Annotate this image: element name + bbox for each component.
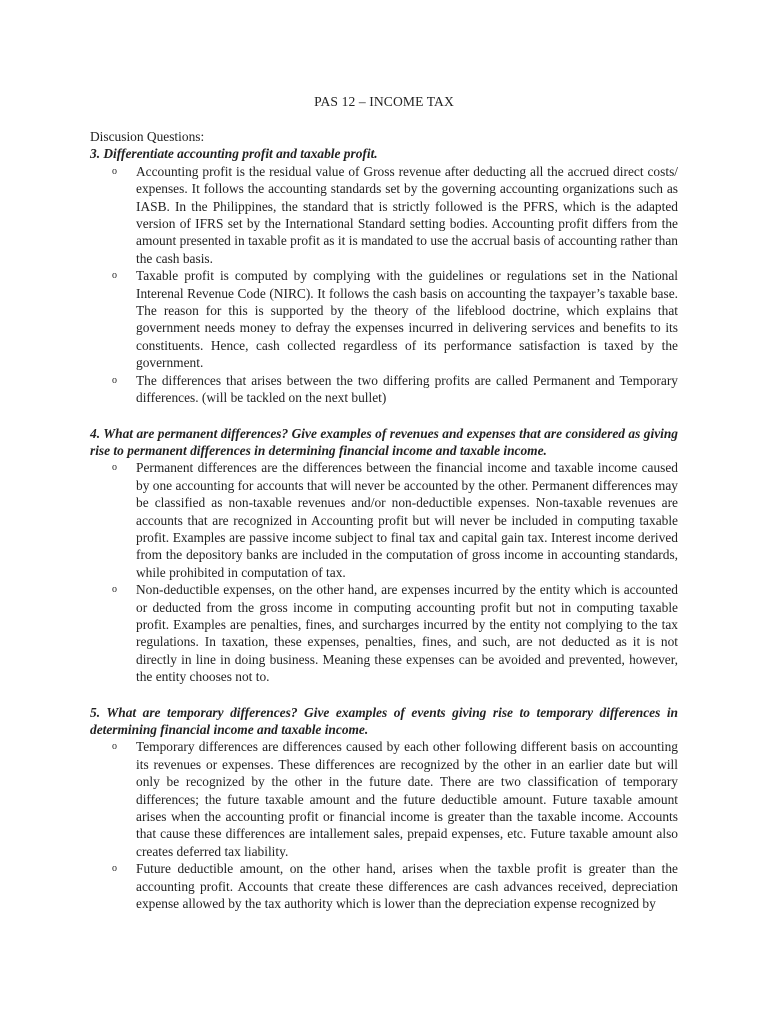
question-heading: 3. Differentiate accounting profit and taxable profit. — [90, 146, 378, 162]
bullet-text: Temporary differences are differences caused by each other following different basis on accounting its revenues or expenses. These differences are recognized by the other in an earlier date but will only be recognized by the other in the future date. There are two classification of temporary differences; the future taxable amount and the future deductible amount. Future taxable amount arises when the accounting profit or financial income is greater than the taxable income. Accounts that cause these differences are intallement sales, prepaid expenses, etc. Future taxable amount also creates deferred tax liability. — [136, 739, 678, 859]
hollow-bullet-icon: o — [112, 270, 117, 282]
hollow-bullet-icon: o — [112, 863, 117, 875]
question-section-4 — [90, 425, 678, 686]
hollow-bullet-icon: o — [112, 462, 117, 474]
question-heading: 4. What are permanent differences? Give examples of revenues and expenses that are considered as giving rise to permanent differences in determining financial income and taxable income. — [90, 425, 678, 458]
hollow-bullet-icon: o — [112, 374, 117, 386]
bullet-text: Non-deductible expenses, on the other hand, are expenses incurred by the entity which is accounted or deducted from the gross income in computing accounting profit but not in computing taxable profit. Examples are penalties, fines, and surcharges incurred by the entity not complying to the tax regulations. In taxation, these expenses, penalties, fines, and such, are not deducted as it is not directly in line in doing business. Meaning these expenses can be avoided and prevented, however, the entity chooses not to. — [136, 582, 678, 685]
bullet-text: The differences that arises between the two differing profits are called Permanent and Temporary differences. (will be tackled on the next bullet) — [136, 372, 678, 406]
bullet-text: Permanent differences are the differences between the financial income and taxable income caused by one accounting for accounts that will never be accounted by the other. Permanent differences may be classified as non-taxable revenues and/or non-deductible expenses. Non-taxable revenues are accounts that are recognized in Accounting profit but will never be included in computing taxable profit. Examples are passive income subject to final tax and capital gain tax. Interest income derived from the depository banks are included in the computation of gross income in accounting standards, while prohibited in computation of tax. — [136, 460, 678, 580]
document-body — [90, 128, 678, 912]
question-section-3 — [90, 145, 678, 406]
hollow-bullet-icon: o — [112, 741, 117, 753]
list-item — [112, 372, 678, 407]
intro-label: Discusion Questions: — [90, 129, 205, 144]
question-heading: 5. What are temporary differences? Give examples of events giving rise to temporary differences in determining financial income and taxable income. — [90, 704, 678, 737]
list-item — [112, 163, 678, 267]
list-item — [112, 860, 678, 912]
list-item — [112, 267, 678, 371]
list-item — [112, 459, 678, 581]
question-section-5 — [90, 704, 678, 913]
bullet-text: Accounting profit is the residual value of Gross revenue after deducting all the accrued direct costs/ expenses. It follows the accounting standards set by the governing accounting organizations such as IASB. In the Philippines, the standard that is strictly followed is the PFRS, which is the adapted version of IFRS set by the International Standard setting bodies. Accounting profit differs from the amount presented in taxable profit as it is mandated to use the accrual basis of accounting rather than the cash basis. — [136, 163, 678, 266]
answer-list — [90, 163, 678, 407]
bullet-text: Future deductible amount, on the other hand, arises when the taxble profit is greater than the accounting profit. Accounts that create these differences are cash advances received, depreciation expense allowed by the tax authority which is lower than the depreciation expense recognized by — [136, 861, 678, 912]
list-item — [112, 738, 678, 860]
hollow-bullet-icon: o — [112, 584, 117, 596]
answer-list — [90, 459, 678, 685]
document-title: PAS 12 – INCOME TAX — [314, 94, 454, 109]
answer-list — [90, 738, 678, 912]
bullet-text: Taxable profit is computed by complying with the guidelines or regulations set in the National Interenal Revenue Code (NIRC). It follows the cash basis on accounting the taxpayer’s taxable base. The reason for this is supported by the theory of the lifeblood doctrine, which explains that government needs money to defray the expenses incurred in delivering services and benefits to its constituents. Hence, cash collected regardless of its performance satisfaction is taxed by the government. — [136, 268, 678, 371]
list-item — [112, 581, 678, 685]
hollow-bullet-icon: o — [112, 165, 117, 177]
